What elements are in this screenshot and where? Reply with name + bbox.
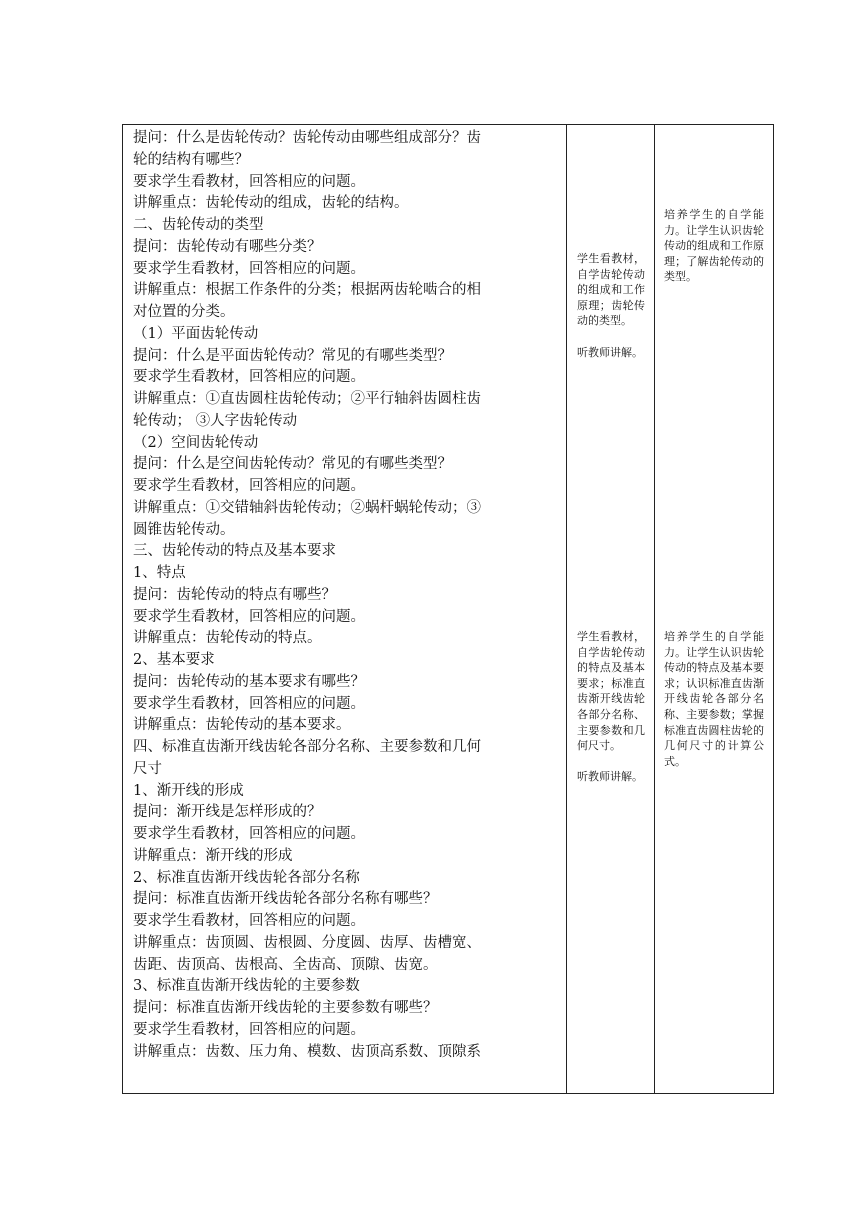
content-line: 提问：标准直齿渐开线齿轮的主要参数有哪些？ — [133, 1000, 438, 1016]
student-activity-listen: 听教师讲解。 — [577, 345, 643, 359]
content-line: 2、基本要求 — [133, 652, 215, 668]
content-line: 尺寸 — [133, 760, 162, 777]
design-intent-text: 培养学生的自学能力。让学生认识齿轮传动的特点及基本要求；认识标准直齿渐开线齿轮各部分名称、主要参数；掌握标准直齿圆柱齿轮的几何尺寸的计算公式。 — [664, 630, 764, 768]
content-line: 二、齿轮传动的类型 — [133, 217, 264, 233]
content-line: 讲解重点：齿数、压力角、模数、齿顶高系数、顶隙系 — [133, 1043, 481, 1060]
content-line: 要求学生看教材，回答相应的问题。 — [133, 260, 365, 277]
student-activity-text: 学生看教材，自学齿轮传动的组成和工作原理；齿轮传动的类型。 — [577, 252, 645, 328]
design-intent-column — [655, 125, 773, 1093]
content-line: 提问：标准直齿渐开线齿轮各部分名称有哪些？ — [133, 891, 438, 908]
content-line: 齿距、齿顶高、齿根高、全齿高、顶隙、齿宽。 — [133, 956, 438, 973]
content-line: 提问：齿轮传动有哪些分类？ — [133, 238, 322, 255]
student-activity-listen: 听教师讲解。 — [577, 770, 643, 784]
content-line: 要求学生看教材，回答相应的问题。 — [133, 369, 365, 386]
design-intent-text: 培养学生的自学能力。让学生认识齿轮传动的组成和工作原理；了解齿轮传动的类型。 — [664, 208, 764, 284]
content-line: 1、渐开线的形成 — [133, 782, 244, 799]
content-line: 提问：什么是齿轮传动？齿轮传动由哪些组成部分？齿 — [133, 130, 481, 146]
content-line: 2、标准直齿渐开线齿轮各部分名称 — [133, 869, 360, 886]
content-line: 轮的结构有哪些？ — [133, 151, 249, 168]
content-line: 1、特点 — [133, 565, 186, 581]
content-line: 圆锥齿轮传动。 — [133, 521, 235, 538]
design-intent-note — [664, 207, 764, 285]
content-line: 要求学生看教材，回答相应的问题。 — [133, 1021, 365, 1038]
content-line: 讲解重点：渐开线的形成 — [133, 847, 293, 864]
content-line: 讲解重点：①直齿圆柱齿轮传动；②平行轴斜齿圆柱齿 — [133, 391, 481, 407]
content-line: 要求学生看教材，回答相应的问题。 — [133, 695, 365, 712]
student-activity-text: 学生看教材，自学齿轮传动的特点及基本要求；标准直齿渐开线齿轮各部分名称、主要参数和几何尺寸。 — [577, 630, 645, 753]
content-line: 3、标准直齿渐开线齿轮的主要参数 — [133, 978, 360, 995]
teaching-content-lines — [133, 128, 563, 1063]
content-line: 讲解重点：①交错轴斜齿轮传动；②蜗杆蜗轮传动；③ — [133, 499, 481, 516]
content-line: 提问：什么是平面齿轮传动？常见的有哪些类型？ — [133, 347, 452, 364]
content-line: 讲解重点：齿轮传动的特点。 — [133, 630, 322, 647]
content-line: （1）平面齿轮传动 — [133, 325, 259, 342]
content-line: 三、齿轮传动的特点及基本要求 — [133, 543, 336, 560]
content-line: 提问：齿轮传动的基本要求有哪些？ — [133, 673, 365, 690]
content-line: 讲解重点：齿轮传动的组成，齿轮的结构。 — [133, 195, 409, 212]
content-line: 要求学生看教材，回答相应的问题。 — [133, 478, 365, 494]
content-line: 要求学生看教材，回答相应的问题。 — [133, 173, 365, 190]
design-intent-note — [664, 629, 764, 769]
content-line: 四、标准直齿渐开线齿轮各部分名称、主要参数和几何 — [133, 739, 481, 755]
teaching-content-column — [123, 125, 567, 1093]
content-line: 要求学生看教材，回答相应的问题。 — [133, 608, 365, 625]
content-line: 提问：渐开线是怎样形成的？ — [133, 804, 322, 821]
student-activity-note — [577, 629, 645, 785]
content-line: 对位置的分类。 — [133, 304, 235, 320]
lesson-plan-table — [122, 124, 774, 1094]
content-line: 讲解重点：根据工作条件的分类；根据两齿轮啮合的相 — [133, 282, 481, 299]
content-line: 提问：齿轮传动的特点有哪些？ — [133, 586, 336, 603]
student-activity-note — [577, 251, 645, 360]
content-line: 轮传动； ③人字齿轮传动 — [133, 412, 298, 429]
content-line: 要求学生看教材，回答相应的问题。 — [133, 826, 365, 842]
student-activity-column — [567, 125, 655, 1093]
content-line: 要求学生看教材，回答相应的问题。 — [133, 913, 365, 929]
content-line: 讲解重点：齿顶圆、齿根圆、分度圆、齿厚、齿槽宽、 — [133, 934, 481, 951]
content-line: 讲解重点：齿轮传动的基本要求。 — [133, 717, 351, 734]
content-line: （2）空间齿轮传动 — [133, 434, 259, 451]
content-line: 提问：什么是空间齿轮传动？常见的有哪些类型？ — [133, 456, 452, 473]
